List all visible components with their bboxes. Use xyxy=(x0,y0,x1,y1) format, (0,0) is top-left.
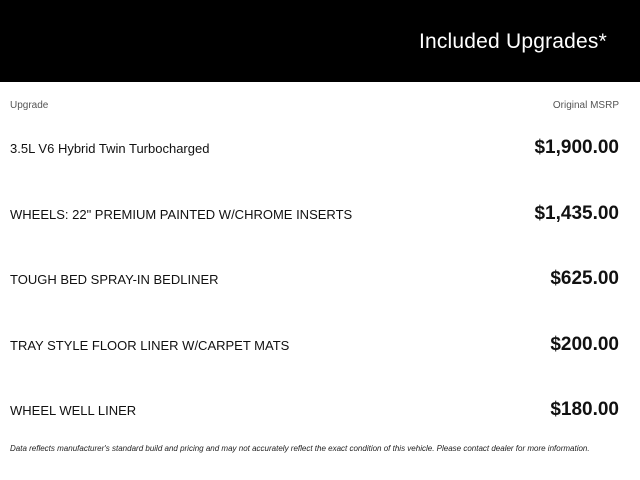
column-header-msrp: Original MSRP xyxy=(552,100,619,111)
upgrade-row xyxy=(10,327,619,393)
upgrade-name: TOUGH BED SPRAY-IN BEDLINER xyxy=(10,272,219,287)
header-bar xyxy=(0,0,640,82)
upgrade-price: $1,435.00 xyxy=(534,202,619,224)
upgrade-price: $180.00 xyxy=(550,399,619,420)
column-headers xyxy=(10,100,619,114)
page-title: Included Upgrades* xyxy=(418,30,607,53)
upgrade-price: $1,900.00 xyxy=(534,137,619,158)
column-header-upgrade: Upgrade xyxy=(10,100,49,111)
upgrade-name: WHEEL WELL LINER xyxy=(10,403,137,418)
upgrade-name: 3.5L V6 Hybrid Twin Turbocharged xyxy=(10,141,210,156)
upgrade-price: $625.00 xyxy=(550,268,619,289)
upgrade-row xyxy=(10,196,619,262)
upgrade-row xyxy=(10,261,619,327)
upgrade-price: $200.00 xyxy=(550,333,619,355)
upgrade-row xyxy=(10,130,619,196)
upgrades-list xyxy=(10,130,619,458)
upgrade-name: TRAY STYLE FLOOR LINER W/CARPET MATS xyxy=(10,337,290,353)
upgrade-name: WHEELS: 22" PREMIUM PAINTED W/CHROME INSERTS xyxy=(10,206,353,222)
disclaimer-text: Data reflects manufacturer's standard build and pricing and may not accurately reflect the exact condition of this vehicle. Please contact dealer for more information. xyxy=(10,444,590,453)
